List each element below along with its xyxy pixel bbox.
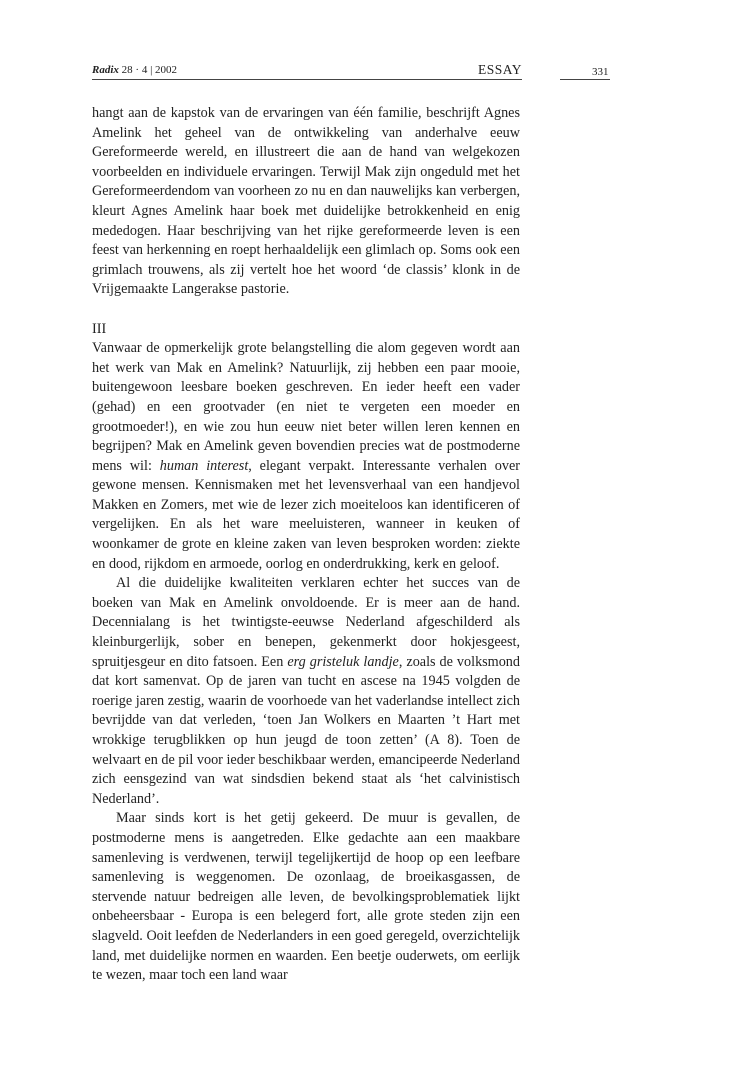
paragraph-1: hangt aan de kapstok van de ervaringen van één familie, beschrijft Agnes Amelink het geheel van de ontwikkeling van anderhalve eeuw Gereformeerde wereld, en illustreert die aan de hand van welgekozen voorbeelden en individuele ervaringen. Terwijl Mak zijn ongeduld met het Gereformeerdendom van voorheen zo nu en dan nauwelijks kan verbergen, kleurt Agnes Amelink haar boek met duidelijke betrokkenheid en enig mededogen. Haar beschrijving van het rijke gereformeerde leven is een feest van herkenning en roept herhaaldelijk een glimlach op. Soms ook een grimlach trouwens, als zij vertelt hoe het woord ‘de classis’ klonk in de Vrijgemaakte Langerakse pastorie. — [92, 105, 520, 298]
journal-citation — [92, 64, 177, 76]
paragraph-2-part-b: , elegant verpakt. Interessante verhalen over gewone mensen. Kennismaken met het levensverhaal van een handjevol Makken en Zomers, met wie de lezer zich moeiteloos kan identificeren of vergelijken. En als het ware meeluisteren, wanneer in keuken of woonkamer de grote en kleine zaken van leven besproken worden: ziekte en dood, rijkdom en armoede, oorlog en onderdrukking, kerk en geloof. — [92, 457, 520, 572]
header-rule-left — [92, 79, 522, 80]
italic-gristeluk-landje: erg gristeluk landje — [287, 653, 399, 670]
paragraph-2-part-a: Vanwaar de opmerkelijk grote belangstelling die alom gegeven wordt aan het werk van Mak en Amelink? Natuurlijk, zij hebben een paar mooie, buitengewoon leesbare boeken geschreven. En ieder heeft een vader (gehad) en een grootvader (en niet te vergeten een moeder en grootmoeder!), en wie zou hun eeuw niet beter willen leren kennen en begrijpen? Mak en Amelink geven bovendien precies wat de postmoderne mens wil: — [92, 340, 520, 474]
italic-human-interest: human interest — [159, 457, 249, 474]
paragraph-3 — [92, 574, 520, 809]
journal-title: Radix — [92, 64, 119, 76]
journal-issue: 28 · 4 | 2002 — [121, 64, 178, 76]
page-number: 331 — [592, 66, 609, 78]
paragraph-3-part-b: , zoals de volksmond dat kort samenvat. Op de jaren van tucht en ascese na 1945 volgden de roerige jaren zestig, waarin de voorhoede van het vaderlandse intellect zich bevrijdde van dat verleden, ‘toen Jan Wolkers en Maarten ’t Hart met wrokkige terugblikken op hun jeugd de toon zetten’ (A 8). Toen de welvaart en de pil voor ieder beschikbaar werden, emancipeerde Nederland zich eensgezind van wat sindsdien bekend staat als ‘het calvinistisch Nederland’. — [92, 653, 520, 807]
paragraph-4: Maar sinds kort is het getij gekeerd. De muur is gevallen, de postmoderne mens is aangetreden. Elke gedachte aan een maakbare samenleving is verdwenen, terwijl tegelijkertijd de hoop op een leefbare samenleving is weggenomen. De ozonlaag, de broeikasgassen, de stervende natuur bedreigen alle leven, de bevolkingsproblematiek lijkt onbeheersbaar - Europa is een belegerd fort, alle grote steden zijn een slagveld. Ooit leefden de Nederlanders in een goed geregeld, overzichtelijk land, met duidelijke normen en waarden. Een beetje ouderwets, om eerlijk te wezen, maar toch een land waar — [92, 810, 520, 984]
paragraph-3-part-a: Al die duidelijke kwaliteiten verklaren echter het succes van de boeken van Mak en Amelink onvoldoende. Er is meer aan de hand. Decennialang is het twintigste-eeuwse Nederland afgeschilderd als kleinburgerlijk, sober en benepen, gekenmerkt door hokjesgeest, spruitjesgeur en dito fatsoen. Een — [92, 575, 520, 670]
body-text — [92, 104, 520, 986]
header-rule-right — [560, 79, 610, 80]
section-heading: III — [92, 320, 107, 337]
paragraph-2 — [92, 339, 520, 574]
section-label: ESSAY — [478, 62, 523, 77]
